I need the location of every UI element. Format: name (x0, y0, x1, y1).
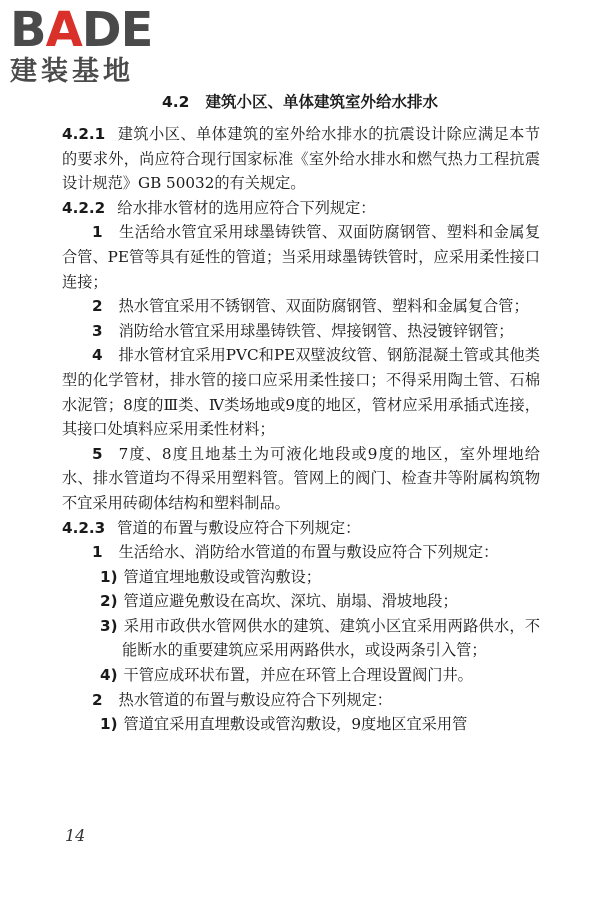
clause-paragraph (62, 122, 540, 196)
section-title-text: 建筑小区、单体建筑室外给水排水 (205, 93, 438, 111)
logo-chinese-name: 建装基地 (10, 56, 134, 87)
paragraph-text: 管道宜采用直埋敷设或管沟敷设，9度地区宜采用管 (123, 715, 468, 734)
list-item (62, 442, 540, 516)
paragraph-text: 给水排水管材的选用应符合下列规定： (117, 198, 376, 217)
list-item (62, 540, 540, 565)
paragraph-text: 热水管道的布置与敷设应符合下列规定： (118, 690, 392, 709)
paragraph-number: 4) (100, 666, 118, 685)
document-body (62, 122, 540, 737)
clause-paragraph (62, 516, 540, 541)
paragraph-number: 1 (92, 543, 103, 562)
section-heading (0, 90, 600, 114)
paragraph-number: 4 (92, 346, 103, 365)
brand-logo (10, 4, 190, 88)
sub-list-item (62, 614, 540, 663)
sub-list-item (62, 565, 540, 590)
list-item (62, 294, 540, 319)
sub-list-item (62, 712, 540, 737)
paragraph-text: 排水管材宜采用PVC和PE双壁波纹管、钢筋混凝土管或其他类型的化学管材，排水管的接口应采用柔性接口；不得采用陶土管、石棉水泥管；8度的Ⅲ类、Ⅳ类场地或9度的地区，管材应采用承插式连接，其接口处填料应采用柔性材料； (62, 346, 540, 439)
paragraph-text: 热水管宜采用不锈钢管、双面防腐钢管、塑料和金属复合管； (118, 297, 529, 316)
sub-list-item (62, 589, 540, 614)
paragraph-text: 生活给水管宜采用球墨铸铁管、双面防腐钢管、塑料和金属复合管、PE管等具有延性的管道；当采用球墨铸铁管时，应采用柔性接口连接； (62, 223, 540, 291)
paragraph-text: 采用市政供水管网供水的建筑、建筑小区宜采用两路供水，不能断水的重要建筑应采用两路供水，或设两条引入管； (122, 616, 540, 660)
paragraph-number: 5 (92, 444, 103, 463)
paragraph-number: 4.2.1 (62, 125, 106, 143)
paragraph-number: 1) (100, 567, 118, 586)
paragraph-number: 2 (92, 690, 103, 709)
clause-paragraph (62, 196, 540, 221)
paragraph-number: 1) (100, 715, 118, 734)
logo-letters-end: DE (81, 2, 153, 58)
paragraph-number: 4.2.3 (62, 518, 106, 537)
paragraph-text: 管道的布置与敷设应符合下列规定： (117, 518, 361, 537)
paragraph-number: 2) (100, 592, 118, 611)
list-item (62, 319, 540, 344)
section-number: 4.2 (162, 93, 190, 111)
paragraph-text: 管道应避免敷设在高坎、深坑、崩塌、滑坡地段； (123, 592, 458, 611)
paragraph-text: 7度、8度且地基土为可液化地段或9度的地区，室外埋地给水、排水管道均不得采用塑料管。管网上的阀门、检查井等附属构筑物不宜采用砖砌体结构和塑料制品。 (62, 444, 540, 512)
list-item (62, 688, 540, 713)
paragraph-number: 3) (100, 616, 118, 635)
paragraph-text: 建筑小区、单体建筑的室外给水排水的抗震设计除应满足本节的要求外，尚应符合现行国家标准《室外给水排水和燃气热力工程抗震设计规范》GB 50032的有关规定。 (62, 125, 540, 193)
logo-wordmark (10, 4, 190, 56)
paragraph-text: 生活给水、消防给水管道的布置与敷设应符合下列规定： (118, 543, 499, 562)
page-number: 14 (65, 826, 86, 845)
list-item (62, 220, 540, 294)
sub-list-item (62, 663, 540, 688)
paragraph-number: 2 (92, 297, 103, 316)
logo-letter-accent: A (45, 2, 82, 58)
paragraph-text: 干管应成环状布置，并应在环管上合理设置阀门井。 (123, 666, 473, 685)
list-item (62, 343, 540, 441)
logo-letters-start: B (10, 2, 46, 58)
paragraph-text: 管道宜埋地敷设或管沟敷设； (123, 567, 321, 586)
paragraph-number: 4.2.2 (62, 198, 106, 217)
paragraph-text: 消防给水管宜采用球墨铸铁管、焊接钢管、热浸镀锌钢管； (118, 321, 514, 340)
paragraph-number: 1 (92, 223, 103, 242)
paragraph-number: 3 (92, 321, 103, 340)
